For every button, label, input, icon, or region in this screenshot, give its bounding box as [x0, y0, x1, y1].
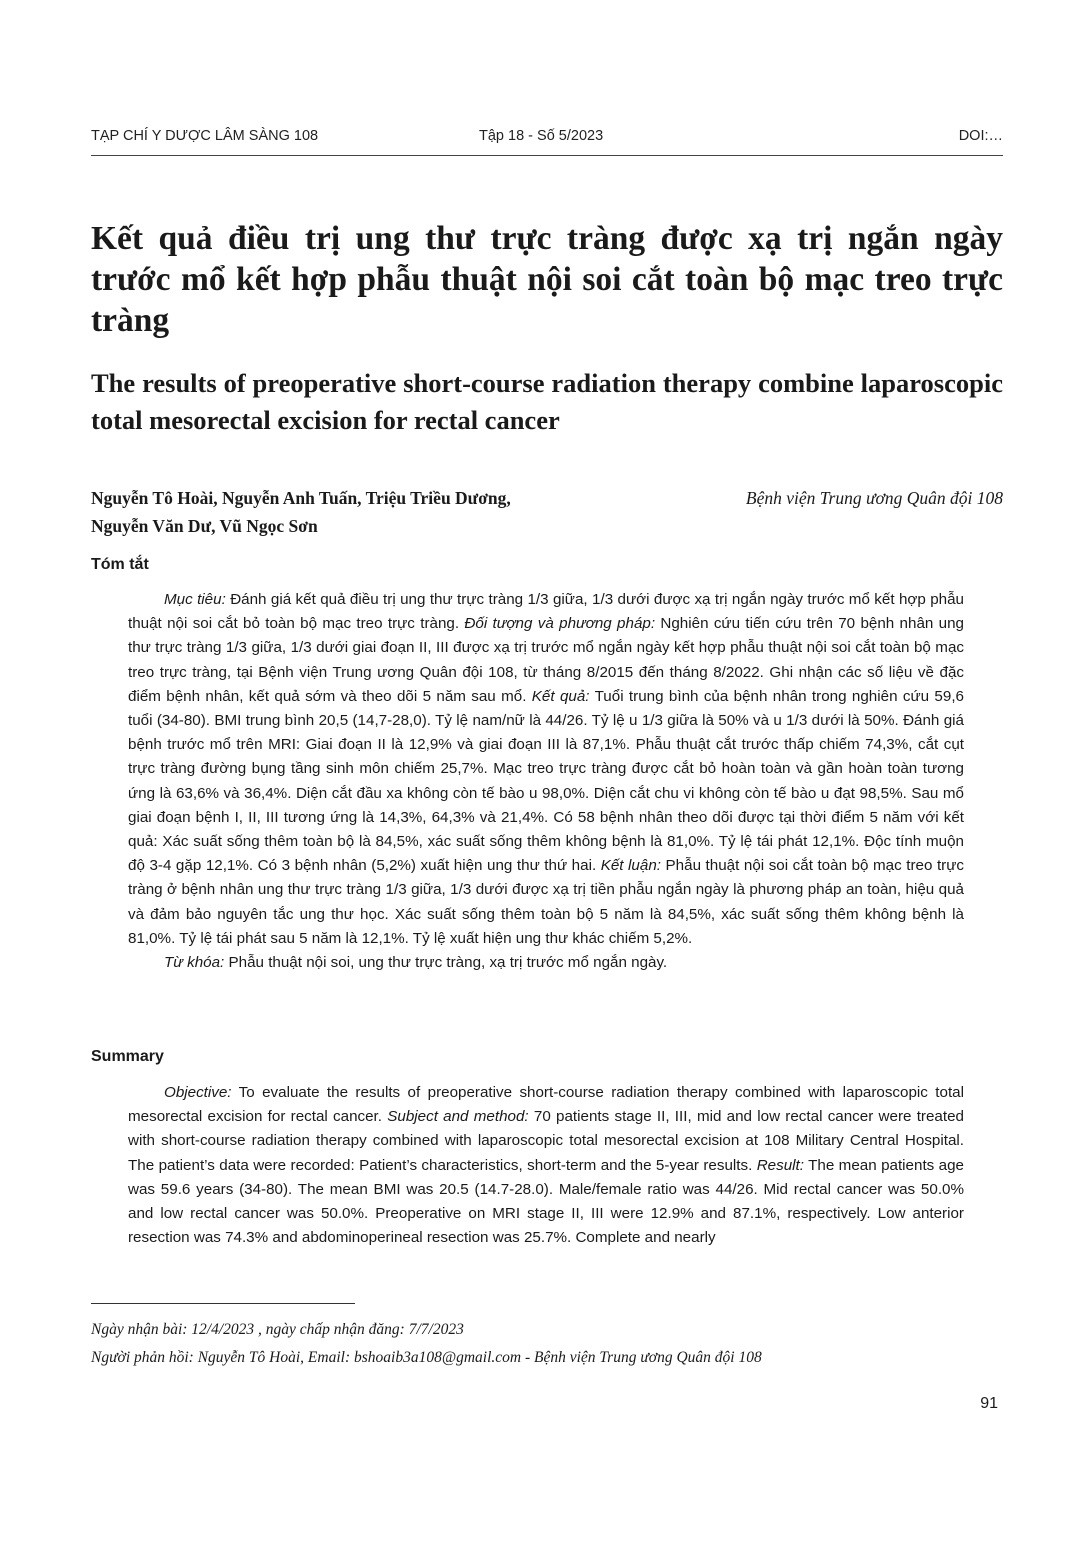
heading-summary: Summary: [91, 1048, 164, 1065]
doi-label: DOI:…: [958, 128, 1003, 144]
abstract-vietnamese: [128, 588, 964, 975]
abstract-en-body: [128, 1081, 964, 1250]
author-line-2: Nguyễn Văn Dư, Vũ Ngọc Sơn: [91, 516, 318, 536]
heading-tom-tat: Tóm tắt: [91, 556, 149, 573]
article-title-english: The results of preoperative short-course radiation therapy combine laparoscopic total mesorectal excision for rectal cancer: [91, 368, 1003, 435]
text-method: Nghiên cứu tiến cứu trên 70 bệnh nhân ung thư trực tràng 1/3 giữa, 1/3 dưới giai đoạn II, III được xạ trị trước mổ ngắn ngày kết hợp phẫu thuật nội soi cắt toàn bộ mạc treo trực tràng, tại Bệnh viện Trung ương Quân đội 108, từ tháng 8/2015 đến tháng 8/2022. Ghi nhận các số liệu về đặc điểm bệnh nhân, kết quả sớm và theo dõi 5 năm sau mổ.: [128, 615, 965, 705]
text-objective: Đánh giá kết quả điều trị ung thư trực tràng 1/3 giữa, 1/3 dưới được xạ trị ngắn ngày trước mổ kết hợp phẫu thuật nội soi cắt bỏ toàn bộ mạc treo trực tràng.: [128, 591, 964, 633]
footnote-received-date: Ngày nhận bài: 12/4/2023 , ngày chấp nhận đăng: 7/7/2023: [91, 1321, 464, 1338]
abstract-vn-keywords: [128, 951, 964, 975]
author-affiliation: Bệnh viện Trung ương Quân đội 108: [745, 488, 1003, 508]
text-objective-en: To evaluate the results of preoperative short-course radiation therapy combined with laparoscopic total mesorectal excision for rectal cancer.: [128, 1084, 964, 1126]
label-method: Đối tượng và phương pháp:: [464, 615, 656, 633]
label-result: Kết quả:: [531, 687, 590, 705]
journal-name: TẠP CHÍ Y DƯỢC LÂM SÀNG 108: [91, 128, 319, 144]
abstract-vn-body: [128, 588, 964, 951]
footnote-divider: [91, 1303, 355, 1304]
label-method-en: Subject and method:: [387, 1108, 529, 1126]
label-objective: Mục tiêu:: [164, 591, 226, 608]
author-list: [91, 484, 651, 540]
header-divider: [91, 155, 1003, 156]
article-title-vietnamese: Kết quả điều trị ung thư trực tràng được xạ trị ngắn ngày trước mổ kết hợp phẫu thuật nội soi cắt toàn bộ mạc treo trực tràng: [91, 220, 1003, 339]
running-header: [91, 128, 1003, 150]
label-keywords: Từ khóa:: [164, 954, 225, 972]
page-number: 91: [980, 1395, 998, 1412]
issue-info: Tập 18 - Số 5/2023: [479, 128, 604, 144]
label-result-en: Result:: [756, 1156, 804, 1174]
footnote-corresponding-author: Người phản hồi: Nguyễn Tô Hoài, Email: bshoaib3a108@gmail.com - Bệnh viện Trung ương Quân đội 108: [91, 1349, 762, 1366]
label-conclusion: Kết luận:: [600, 857, 661, 875]
label-objective-en: Objective:: [164, 1084, 232, 1101]
text-result-en: The mean patients age was 59.6 years (34-80). The mean BMI was 20.5 (14.7-28.0). Male/female ratio was 44/26. Mid rectal cancer was 50.0% and low rectal cancer was 50.0%. Preoperative on MRI stage II, III were 12.9% and 87.1%, respectively. Low anterior resection was 74.3% and abdominoperineal resection was 25.7%. Complete and nearly: [128, 1156, 964, 1247]
abstract-english: [128, 1081, 964, 1250]
text-conclusion: Phẫu thuật nội soi cắt toàn bộ mạc treo trực tràng ở bệnh nhân ung thư trực tràng 1/3 giữa, 1/3 dưới được xạ trị tiền phẫu ngắn ngày là phương pháp an toàn, hiệu quả và đảm bảo nguyên tắc ung thư học. Xác suất sống thêm toàn bộ 5 năm là 84,5%, xác suất sống thêm không bệnh là 81,0%. Tỷ lệ tái phát sau 5 năm là 12,1%. Tỷ lệ xuất hiện ung thư khác chiếm 5,2%.: [128, 857, 964, 947]
text-keywords: Phẫu thuật nội soi, ung thư trực tràng, xạ trị trước mổ ngắn ngày.: [224, 954, 668, 972]
text-result: Tuổi trung bình của bệnh nhân trong nghiên cứu 59,6 tuổi (34-80). BMI trung bình 20,5 (14,7-28,0). Tỷ lệ nam/nữ là 44/26. Tỷ lệ u 1/3 giữa là 50% và u 1/3 dưới là 50%. Đánh giá bệnh trước mổ trên MRI: Giai đoạn II là 12,9% và giai đoạn III là 87,1%. Phẫu thuật cắt trước thấp chiếm 74,3%, cắt cụt trực tràng đường bụng tầng sinh môn chiếm 25,7%. Mạc treo trực tràng được cắt bỏ hoàn toàn và gần hoàn toàn tương ứng là 63,6% và 36,4%. Diện cắt đầu xa không còn tế bào u 98,0%. Diện cắt chu vi không còn tế bào u đạt 98,5%. Sau mổ giai đoạn bệnh I, II, III tương ứng là 14,3%, 64,3% và 21,4%. Có 58 bệnh nhân theo dõi được tại thời điểm 5 năm với kết quả: Xác suất sống thêm toàn bộ là 84,5%, xác suất sống thêm không bệnh là 81,0%. Tỷ lệ tái phát 12,1%. Độc tính muộn độ 3-4 gặp 12,1%. Có 3 bệnh nhân (5,2%) xuất hiện ung thư thứ hai.: [128, 687, 964, 875]
text-method-en: 70 patients stage II, III, mid and low rectal cancer were treated with short-course radiation therapy combined with laparoscopic total mesorectal excision at 108 Military Central Hospital. The patient’s data were recorded: Patient’s characteristics, short-term and the 5-year results.: [128, 1108, 964, 1174]
author-line-1: Nguyễn Tô Hoài, Nguyễn Anh Tuấn, Triệu Triều Dương,: [91, 488, 511, 508]
